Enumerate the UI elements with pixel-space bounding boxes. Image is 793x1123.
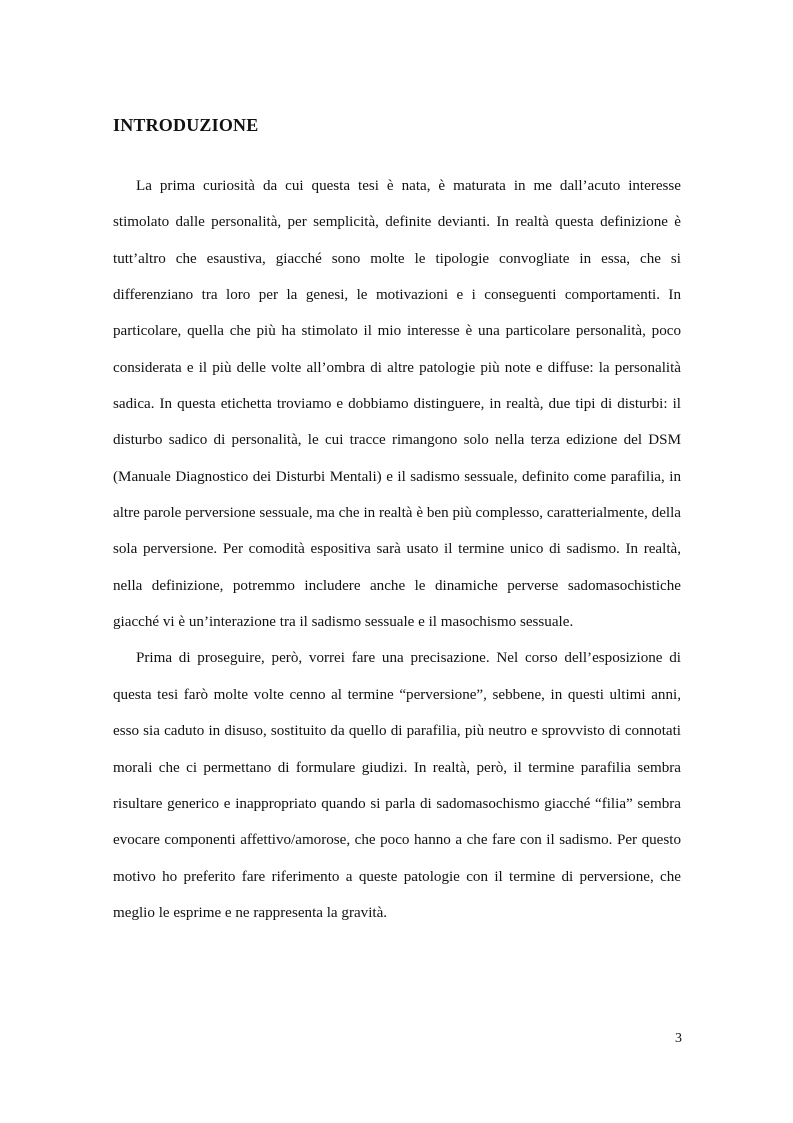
paragraph-2: Prima di proseguire, però, vorrei fare una precisazione. Nel corso dell’esposizione di questa tesi farò molte volte cenno al termine “perversione”, sebbene, in questi ultimi anni, esso sia caduto in disuso, sostituito da quello di parafilia, più neutro e sprovvisto di connotati morali che ci permettano di formulare giudizi. In realtà, però, il termine parafilia sembra risultare generico e inappropriato quando si parla di sadomasochismo giacché “filia” sembra evocare componenti affettivo/amorose, che poco hanno a che fare con il sadismo. Per questo motivo ho preferito fare riferimento a queste patologie con il termine di perversione, che meglio le esprime e ne rappresenta la gravità. <box>113 650 681 921</box>
body-text <box>113 168 681 931</box>
page-number: 3 <box>675 1031 682 1046</box>
section-heading: INTRODUZIONE <box>113 115 259 135</box>
paragraph-1: La prima curiosità da cui questa tesi è nata, è maturata in me dall’acuto interesse stimolato dalle personalità, per semplicità, definite devianti. In realtà questa definizione è tutt’altro che esaustiva, giacché sono molte le tipologie convogliate in essa, che si differenziano tra loro per la genesi, le motivazioni e i conseguenti comportamenti. In particolare, quella che più ha stimolato il mio interesse è una particolare personalità, poco considerata e il più delle volte all’ombra di altre patologie più note e diffuse: la personalità sadica. In questa etichetta troviamo e dobbiamo distinguere, in realtà, due tipi di disturbi: il disturbo sadico di personalità, le cui tracce rimangono solo nella terza edizione del DSM (Manuale Diagnostico dei Disturbi Mentali) e il sadismo sessuale, definito come parafilia, in altre parole perversione sessuale, ma che in realtà è ben più complesso, caratterialmente, della sola perversione. Per comodità espositiva sarà usato il termine unico di sadismo. In realtà, nella definizione, potremmo includere anche le dinamiche perverse sadomasochistiche giacché vi è un’interazione tra il sadismo sessuale e il masochismo sessuale. <box>113 178 681 631</box>
